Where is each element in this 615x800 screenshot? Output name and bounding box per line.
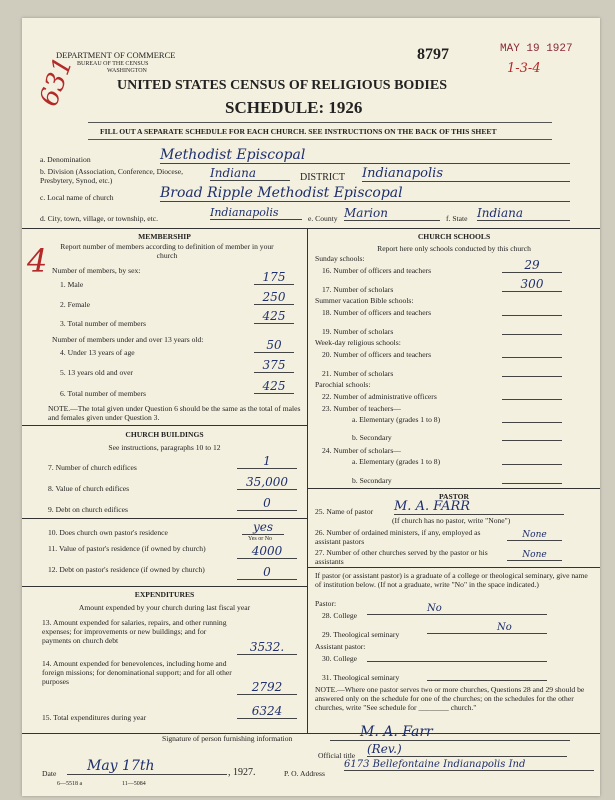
q31-label: 31. Theological seminary bbox=[322, 673, 400, 682]
sunday-label: Sunday schools: bbox=[315, 254, 365, 263]
q29-label: 29. Theological seminary bbox=[322, 630, 400, 639]
q22-label: 22. Number of administrative officers bbox=[322, 392, 437, 401]
pastor-heading: PASTOR bbox=[438, 492, 470, 501]
q5-value: 375 bbox=[254, 358, 294, 373]
date-value: May 17th bbox=[67, 758, 227, 775]
q10-value: yes bbox=[242, 520, 284, 535]
graduate-note: If pastor (or assistant pastor) is a graduate of a college or theological seminary, give name of institution below. (If not a graduate, write "No" in the space indicated.) bbox=[315, 571, 588, 589]
q23-label: 23. Number of teachers— bbox=[322, 404, 401, 413]
official-title-value: (Rev.) bbox=[367, 742, 567, 757]
county-label: e. County bbox=[308, 214, 338, 223]
stamp-note: 1-3-4 bbox=[507, 61, 541, 76]
serial-number: 8797 bbox=[417, 46, 449, 63]
q1-label: 1. Male bbox=[60, 280, 84, 289]
summer-label: Summer vacation Bible schools: bbox=[315, 296, 414, 305]
city-label: WASHINGTON bbox=[107, 68, 147, 74]
q30-label: 30. College bbox=[322, 654, 358, 663]
q8-value: 35,000 bbox=[237, 475, 297, 490]
census-schedule-page bbox=[22, 18, 600, 796]
q28-label: 28. College bbox=[322, 611, 358, 620]
bureau-label: BUREAU OF THE CENSUS bbox=[77, 61, 149, 67]
red-mark-631: 631 bbox=[34, 53, 80, 111]
q8-label: 8. Value of church edifices bbox=[48, 484, 130, 493]
q29-value: No bbox=[427, 622, 547, 634]
q26-value: None bbox=[507, 530, 562, 541]
q4-value: 50 bbox=[254, 338, 294, 353]
q16-label: 16. Number of officers and teachers bbox=[322, 266, 432, 275]
division-value: Indiana bbox=[210, 166, 290, 181]
pastor-note: NOTE.—Where one pastor serves two or more churches, Questions 28 and 29 should be answered only on the schedule for one of the churches; on the schedules for the other churches, write "See schedule for ________ church." bbox=[315, 685, 585, 712]
pastor-label: Pastor: bbox=[315, 599, 337, 608]
red-mark-4: 4 bbox=[27, 242, 48, 280]
q24a-label: a. Elementary (grades 1 to 8) bbox=[352, 457, 441, 466]
district-value: Indianapolis bbox=[362, 166, 570, 182]
q7-value: 1 bbox=[237, 454, 297, 469]
q2-label: 2. Female bbox=[60, 300, 90, 309]
city-label-field: d. City, town, village, or township, etc. bbox=[40, 214, 159, 223]
schools-heading: CHURCH SCHOOLS bbox=[417, 232, 491, 241]
q19-label: 19. Number of scholars bbox=[322, 327, 394, 336]
q16-value: 29 bbox=[502, 258, 562, 273]
q12-value: 0 bbox=[237, 565, 297, 580]
q2-value: 250 bbox=[254, 290, 294, 305]
q4-label: 4. Under 13 years of age bbox=[60, 348, 135, 357]
membership-note: NOTE.—The total given under Question 6 should be the same as the total of males and females given under Question 3. bbox=[48, 404, 301, 422]
q17-value: 300 bbox=[502, 277, 562, 292]
parochial-label: Parochial schools: bbox=[315, 380, 371, 389]
form-title: UNITED STATES CENSUS OF RELIGIOUS BODIES bbox=[117, 78, 448, 93]
q21-label: 21. Number of scholars bbox=[322, 369, 394, 378]
q7-label: 7. Number of church edifices bbox=[48, 463, 137, 472]
state-label: f. State bbox=[446, 214, 468, 223]
instruction-line: FILL OUT A SEPARATE SCHEDULE FOR EACH CHURCH. SEE INSTRUCTIONS ON THE BACK OF THIS SHEET bbox=[100, 127, 497, 136]
q13-label: 13. Amount expended for salaries, repairs, and other running expenses; for improvements or new buildings; and for payments on church debt bbox=[42, 618, 227, 645]
q30-blank bbox=[367, 652, 547, 662]
membership-heading: MEMBERSHIP bbox=[138, 232, 191, 241]
schools-sub: Report here only schools conducted by this church bbox=[377, 244, 531, 253]
q17-label: 17. Number of scholars bbox=[322, 285, 394, 294]
q24b-blank bbox=[502, 474, 562, 484]
q24b-label: b. Secondary bbox=[352, 476, 392, 485]
by-sex-label: Number of members, by sex: bbox=[52, 266, 141, 275]
q27-value: None bbox=[507, 550, 562, 561]
po-address-value: 6173 Bellefontaine Indianapolis Ind bbox=[344, 759, 594, 771]
q23a-blank bbox=[502, 413, 562, 423]
q25-value: M. A. FARR bbox=[394, 499, 564, 515]
weekday-label: Week-day religious schools: bbox=[315, 338, 401, 347]
q15-label: 15. Total expenditures during year bbox=[42, 713, 147, 722]
q6-label: 6. Total number of members bbox=[60, 389, 147, 398]
q3-label: 3. Total number of members bbox=[60, 319, 147, 328]
denomination-label: a. Denomination bbox=[40, 155, 91, 164]
q12-label: 12. Debt on pastor's residence (if owned by church) bbox=[48, 565, 205, 574]
q10-label: 10. Does church own pastor's residence bbox=[48, 528, 168, 537]
q28-value: No bbox=[367, 603, 547, 615]
signature-label: Signature of person furnishing information bbox=[162, 734, 293, 743]
q18-label: 18. Number of officers and teachers bbox=[322, 308, 432, 317]
buildings-heading: CHURCH BUILDINGS bbox=[125, 430, 204, 439]
yes-no-hint: Yes or No bbox=[248, 536, 273, 542]
district-label: DISTRICT bbox=[300, 172, 345, 183]
q19-blank bbox=[502, 325, 562, 335]
q1-value: 175 bbox=[254, 270, 294, 285]
q14-label: 14. Amount expended for benevolences, including home and foreign missions; for denominational support; and for all other purposes bbox=[42, 659, 232, 686]
church-name-value: Broad Ripple Methodist Episcopal bbox=[160, 185, 570, 202]
state-value: Indiana bbox=[477, 206, 570, 221]
date-year: , 1927. bbox=[228, 767, 256, 778]
age-label: Number of members under and over 13 years old: bbox=[52, 335, 204, 344]
schedule-title: SCHEDULE: 1926 bbox=[225, 98, 363, 117]
dept-label: DEPARTMENT OF COMMERCE bbox=[56, 50, 176, 60]
expenditures-sub: Amount expended by your church during last fiscal year bbox=[78, 603, 251, 612]
division-label: b. Division (Association, Conference, Diocese, Presbytery, Synod, etc.) bbox=[40, 167, 183, 185]
q5-label: 5. 13 years old and over bbox=[60, 368, 133, 377]
q3-value: 425 bbox=[254, 309, 294, 324]
county-value: Marion bbox=[344, 206, 440, 221]
official-title-label: Official title bbox=[318, 751, 356, 760]
date-label: Date bbox=[42, 769, 57, 778]
q13-value: 3532. bbox=[237, 640, 297, 655]
church-name-label: c. Local name of church bbox=[40, 193, 114, 202]
q31-blank bbox=[427, 671, 547, 681]
po-address-label: P. O. Address bbox=[284, 769, 325, 778]
q20-blank bbox=[502, 348, 562, 358]
q23b-blank bbox=[502, 431, 562, 441]
buildings-sub: See instructions, paragraphs 10 to 12 bbox=[108, 443, 221, 452]
q20-label: 20. Number of officers and teachers bbox=[322, 350, 432, 359]
q22-blank bbox=[502, 390, 562, 400]
q6-value: 425 bbox=[254, 379, 294, 394]
signature-value: M. A. Farr bbox=[330, 724, 570, 741]
q24-label: 24. Number of scholars— bbox=[322, 446, 401, 455]
q18-blank bbox=[502, 306, 562, 316]
print-number: 11—5084 bbox=[122, 781, 146, 787]
q14-value: 2792 bbox=[237, 680, 297, 695]
received-stamp: MAY 19 1927 bbox=[500, 43, 573, 55]
form-number: 6—5518 a bbox=[57, 781, 83, 787]
q27-label: 27. Number of other churches served by the pastor or his assistants bbox=[315, 548, 488, 566]
q9-value: 0 bbox=[237, 496, 297, 511]
q21-blank bbox=[502, 367, 562, 377]
q23b-label: b. Secondary bbox=[352, 433, 392, 442]
q9-label: 9. Debt on church edifices bbox=[48, 505, 128, 514]
assistant-label: Assistant pastor: bbox=[315, 642, 366, 651]
expenditures-heading: EXPENDITURES bbox=[134, 590, 195, 599]
q24a-blank bbox=[502, 455, 562, 465]
q26-label: 26. Number of ordained ministers, if any, employed as assistant pastors bbox=[315, 528, 481, 546]
q25-label: 25. Name of pastor bbox=[315, 507, 374, 516]
q11-value: 4000 bbox=[237, 544, 297, 559]
q11-label: 11. Value of pastor's residence (if owned by church) bbox=[48, 544, 206, 553]
q23a-label: a. Elementary (grades 1 to 8) bbox=[352, 415, 441, 424]
denomination-value: Methodist Episcopal bbox=[160, 147, 570, 164]
membership-sub: Report number of members according to definition of member in your church bbox=[60, 242, 274, 260]
q15-value: 6324 bbox=[237, 704, 297, 719]
city-value: Indianapolis bbox=[210, 206, 302, 220]
q25-note: (If church has no pastor, write "None") bbox=[392, 516, 511, 525]
